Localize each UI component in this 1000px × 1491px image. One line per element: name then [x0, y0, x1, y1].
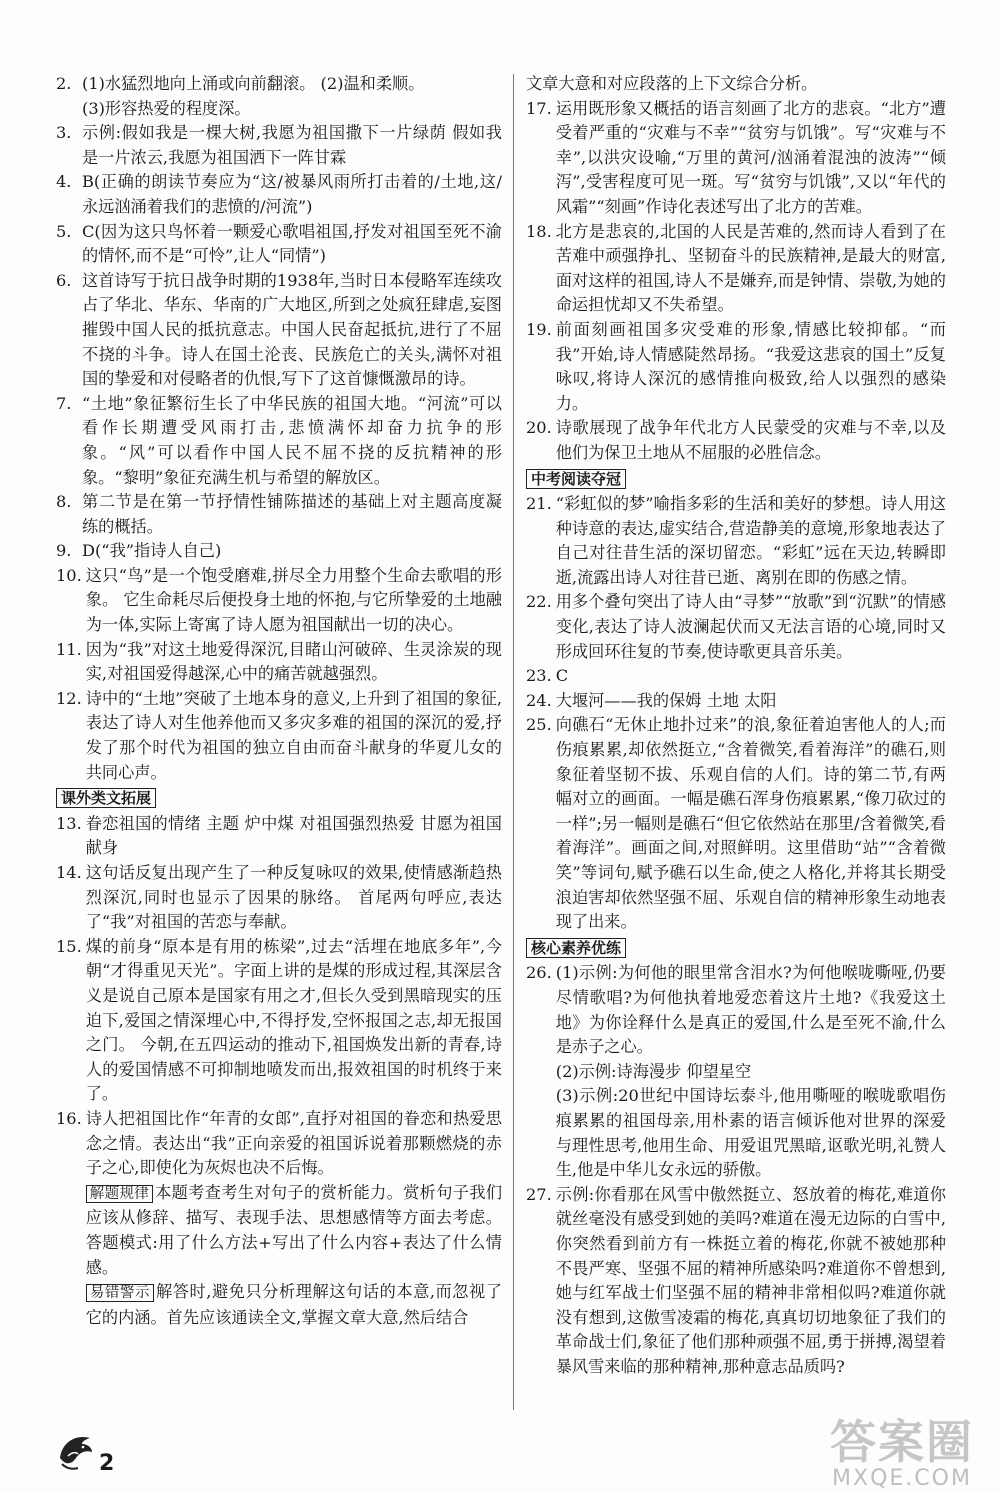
answer-item: [56, 269, 502, 392]
answer-text: 煤的前身“原本是有用的栋梁”,过去“活埋在地底多年”,今朝“才得重见天光”。字面上讲的是煤的形成过程,其深层含义是说自己原本是国家有用之才,但长久受到黑暗现实的压迫下,爱国之情深埋心中,不得抒发,空怀报国之志,却无报国之门。 今朝,在五四运动的推动下,祖国焕发出新的青春,诗人的爱国情感不可抑制地喷发而出,报效祖国的时机终于来了。: [85, 936, 502, 1104]
answer-item: [526, 713, 946, 934]
answer-number: 25.: [526, 715, 552, 735]
watermark-url: MXQE.COM: [832, 1466, 972, 1491]
answer-body: [556, 97, 946, 220]
answer-text: 这首诗写于抗日战争时期的1938年,当时日本侵略军连续攻占了华北、华东、华南的广大地区,所到之处疯狂肆虐,妄图摧毁中国人民的抵抗意志。中国人民奋起抵抗,进行了不屈不挠的斗争。诗人在国土沦丧、民族危亡的关头,满怀对祖国的挚爱和对侵略者的仇恨,写下了这首慷慨激昂的诗。: [82, 270, 502, 389]
answer-number: 16.: [56, 1108, 82, 1128]
section-header-label: 核心素养优练: [526, 938, 626, 958]
answer-body: [556, 416, 946, 465]
answer-item: [56, 812, 502, 861]
answer-text: 示例:假如我是一棵大树,我愿为祖国撒下一片绿荫 假如我是一片浓云,我愿为祖国洒下一阵甘霖: [82, 123, 502, 167]
answer-item: [526, 220, 946, 318]
answer-body: [86, 1107, 502, 1330]
answer-body: [556, 664, 946, 689]
answer-text: B(正确的朗读节奏应为“这/被暴风雨所打击着的/土地,这/永远汹涌着我们的悲愤的/河流”): [82, 172, 502, 216]
answer-number: 15.: [56, 936, 82, 956]
answer-text: (1)水猛烈地向上涌或向前翻滚。 (2)温和柔顺。: [82, 74, 425, 93]
answer-number: 18.: [526, 221, 552, 241]
answer-number: 2.: [56, 74, 72, 93]
answer-number: 26.: [526, 963, 552, 983]
answer-text: 这句话反复出现产生了一种反复咏叹的效果,使情感渐趋热烈深沉,同时也显示了因果的脉络。 首尾两句呼应,表达了“我”对祖国的苦恋与奉献。: [85, 863, 502, 932]
answer-item: [526, 961, 946, 1182]
answer-text: C: [555, 666, 569, 686]
answer-item: [56, 539, 502, 564]
answer-body: [556, 590, 946, 664]
answer-body: [82, 121, 502, 170]
watermark-logo-text: 答案圈: [830, 1415, 974, 1469]
answer-body: [556, 961, 946, 1182]
note-text: 本题考查考生对句子的赏析能力。赏析句子我们应该从修辞、描写、表现手法、思想感情等方面去考虑。答题模式:用了什么方法+写出了什么内容+表达了什么情感。: [85, 1182, 503, 1277]
answer-item: [526, 318, 946, 416]
answer-note: [86, 1280, 502, 1330]
answer-number: 22.: [526, 592, 552, 612]
answer-number: 3.: [56, 123, 72, 143]
watermark: [830, 1415, 974, 1491]
answer-text: (2)示例:诗海漫步 仰望星空: [555, 1061, 752, 1081]
answer-number: 9.: [56, 541, 72, 561]
answer-text: (1)示例:为何他的眼里常含泪水?为何他喉咙嘶哑,仍要尽情歌唱?为何他执着地爱恋着这片土地?《我爱这土地》为你诠释什么是真正的爱国,什么是至死不渝,什么是赤子之心。: [555, 963, 946, 1057]
dolphin-icon: [56, 1428, 96, 1476]
answer-body: [86, 861, 502, 935]
section-header: [56, 786, 502, 811]
answer-text: 诗歌展现了战争年代北方人民蒙受的灾难与不幸,以及他们为保卫土地从不屈服的必胜信念。: [555, 418, 946, 462]
page-number: 2: [99, 1451, 115, 1476]
answer-body: [86, 687, 502, 785]
answer-text: (3)示例:20世纪中国诗坛泰斗,他用嘶哑的喉咙歌唱伤痕累累的祖国母亲,用朴素的语言倾诉他对世界的深爱与理性思考,他用生命、用爱诅咒黑暗,讴歌光明,礼赞人生,他是中华儿女永远的骄傲。: [555, 1086, 946, 1180]
answer-text: 前面刻画祖国多灾受难的形象,情感比较抑郁。“而我”开始,诗人情感陡然昂扬。“我爱这悲哀的国土”反复咏叹,将诗人深沉的感情推向极致,给人以强烈的感染力。: [555, 319, 946, 413]
answer-item: [56, 490, 502, 539]
answer-number: 8.: [56, 492, 72, 512]
answer-body: [556, 220, 946, 318]
answer-item: [56, 1107, 502, 1330]
answer-body: [82, 72, 502, 121]
answer-number: 6.: [56, 270, 72, 290]
answer-item: [526, 492, 946, 590]
answer-item: [526, 1183, 946, 1380]
answer-item: [526, 590, 946, 664]
answer-text: 用多个叠句突出了诗人由“寻梦”“放歌”到“沉默”的情感变化,表达了诗人波澜起伏而又无法言语的心境,同时又形成回环往复的节奏,使诗歌更具音乐美。: [555, 592, 946, 661]
answer-number: 17.: [526, 98, 552, 118]
note-tag: 易错警示: [86, 1284, 154, 1302]
answer-body: [86, 935, 502, 1107]
answer-text: 示例:你看那在风雪中傲然挺立、怒放着的梅花,难道你就丝毫没有感受到她的美吗?难道在漫无边际的白雪中,你突然看到前方有一株挺立着的梅花,你就不被她那种不畏严寒、坚强不屈的精神所感染吗?难道你不曾想到,她与红军战士们坚强不屈的精神非常相似吗?难道你就没有想到,这傲雪凌霜的梅花,真真切切地象征了我们的革命战士们,象征了他们那种顽强不屈,勇于拼搏,渴望着暴风雪来临的那种精神,那种意志品质吗?: [555, 1184, 946, 1376]
answer-text: 运用既形象又概括的语言刻画了北方的悲哀。“北方”遭受着严重的“灾难与不幸”“贫穷与饥饿”。写“灾难与不幸”,以洪灾设喻,“万里的黄河/汹涌着混浊的波涛”“倾泻”,受害程度可见一斑。写“贫穷与饥饿”,又以“年代的风霜”“刻画”作诗化表述写出了北方的苦难。: [555, 98, 946, 216]
page-footer: [56, 1428, 114, 1476]
section-header: [526, 936, 946, 961]
answer-item: [56, 935, 502, 1107]
answer-body: [82, 392, 502, 490]
answer-body: [82, 490, 502, 539]
answer-number: 27.: [526, 1184, 552, 1204]
answer-item: [526, 97, 946, 220]
answer-text: 诗人把祖国比作“年青的女郎”,直抒对祖国的眷恋和热爱思念之情。表达出“我”正向亲爱的祖国诉说着那颗燃烧的赤子之心,即使化为灰烬也决不后悔。: [85, 1108, 502, 1178]
answer-text: 第二节是在第一节抒情性铺陈描述的基础上对主题高度凝练的概括。: [82, 492, 502, 536]
answer-body: [82, 220, 502, 269]
left-column: [56, 72, 502, 1330]
answer-item: [56, 687, 502, 785]
right-column: [526, 72, 946, 1379]
answer-text: D(“我”指诗人自己): [82, 541, 222, 561]
answer-number: 12.: [56, 688, 82, 708]
answer-body: [82, 539, 502, 564]
answer-text: “彩虹似的梦”喻指多彩的生活和美好的梦想。诗人用这种诗意的表达,虚实结合,营造静美的意境,形象地表达了自己对往昔生活的深切留恋。“彩虹”远在天边,转瞬即逝,流露出诗人对往昔已逝、离别在即的伤感之情。: [555, 494, 946, 587]
answer-item: [56, 72, 502, 121]
answer-number: 24.: [526, 690, 552, 710]
answer-item: [56, 638, 502, 687]
answer-body: [556, 492, 946, 590]
answer-number: 14.: [56, 863, 82, 882]
answer-item: [56, 121, 502, 170]
answer-number: 21.: [526, 494, 552, 514]
answer-item: [56, 861, 502, 935]
answer-text: (3)形容热爱的程度深。: [82, 98, 251, 118]
answer-number: 7.: [56, 393, 72, 413]
answer-number: 4.: [56, 172, 72, 192]
answer-text: 这只“鸟”是一个饱受磨难,拼尽全力用整个生命去歌唱的形象。 它生命耗尽后便投身土地的怀抱,与它所挚爱的土地融为一体,实际上寄寓了诗人愿为祖国献出一切的决心。: [85, 565, 502, 635]
answer-body: [556, 1183, 946, 1380]
section-header-label: 课外类文拓展: [56, 788, 156, 808]
answer-number: 5.: [56, 221, 72, 241]
answer-note: [86, 1181, 502, 1280]
answer-text: C(因为这只鸟怀着一颗爱心歌唱祖国,抒发对祖国至死不渝的情怀,而不是“可怜”,让人“同情”): [82, 221, 502, 266]
answer-text: 北方是悲哀的,北国的人民是苦难的,然而诗人看到了在苦难中顽强挣扎、坚韧奋斗的民族精神,是最大的财富,面对这样的祖国,诗人不是嫌弃,而是钟情、崇敬,为她的命运担忧却又不失希望。: [555, 221, 946, 315]
note-text: 解答时,避免只分析理解这句话的本意,而忽视了它的内涵。首先应该通读全文,掌握文章大意,然后结合: [85, 1282, 503, 1327]
continued-text: 文章大意和对应段落的上下文综合分析。: [526, 74, 818, 93]
answer-text: “土地”象征繁衍生长了中华民族的祖国大地。“河流”可以看作长期遭受风雨打击,悲愤满怀却奋力抗争的形象。“风”可以看作中国人民不屈不挠的反抗精神的形象。“黎明”象征充满生机与希望的解放区。: [82, 393, 502, 487]
answer-body: [82, 269, 502, 392]
answer-item: [56, 170, 502, 219]
answer-body: [86, 812, 502, 861]
section-header-label: 中考阅读夺冠: [526, 469, 626, 489]
answer-item: [56, 564, 502, 638]
answer-number: 13.: [56, 813, 82, 833]
answer-text: 因为“我”对这土地爱得深沉,目睹山河破碎、生灵涂炭的现实,对祖国爱得越深,心中的痛苦就越强烈。: [85, 639, 502, 684]
answer-number: 20.: [526, 418, 552, 438]
answer-text: 眷恋祖国的情绪 主题 炉中煤 对祖国强烈热爱 甘愿为祖国献身: [85, 813, 502, 858]
answer-item: [56, 392, 502, 490]
section-header: [526, 467, 946, 492]
answer-number: 10.: [56, 565, 82, 585]
answer-item: [526, 664, 946, 689]
answer-number: 19.: [526, 319, 552, 339]
answer-number: 11.: [56, 639, 82, 659]
answer-body: [556, 713, 946, 934]
answer-text: 诗中的“土地”突破了土地本身的意义,上升到了祖国的象征,表达了诗人对生他养他而又多灾多难的祖国的深沉的爱,抒发了那个时代为祖国的独立自由而奋斗献身的华夏儿女的共同心声。: [85, 688, 502, 782]
column-divider: [513, 74, 514, 1410]
answer-body: [82, 170, 502, 219]
answer-text: 大堰河——我的保姆 土地 太阳: [555, 690, 777, 710]
answer-number: 23.: [526, 666, 552, 686]
answer-body: [86, 638, 502, 687]
answer-text: 向礁石“无休止地扑过来”的浪,象征着迫害他人的人;而伤痕累累,却依然挺立,“含着微笑,看着海洋”的礁石,则象征着坚韧不拔、乐观自信的人们。诗的第二节,有两幅对立的画面。一幅是礁石浑身伤痕累累,“像刀砍过的一样”;另一幅则是礁石“但它依然站在那里/含着微笑,看着海洋”。画面之间,对照鲜明。这里借助“站”“含着微笑”等词句,赋予礁石以生命,使之人格化,并将其长期受浪迫害却依然坚强不屈、乐观自信的精神形象生动地表现了出来。: [555, 715, 946, 932]
answer-body: [556, 318, 946, 416]
answer-item: [526, 416, 946, 465]
answer-item: [526, 689, 946, 714]
answer-body: [86, 564, 502, 638]
note-tag: 解题规律: [86, 1185, 153, 1203]
answer-item: [56, 220, 502, 269]
answer-body: [556, 689, 946, 714]
